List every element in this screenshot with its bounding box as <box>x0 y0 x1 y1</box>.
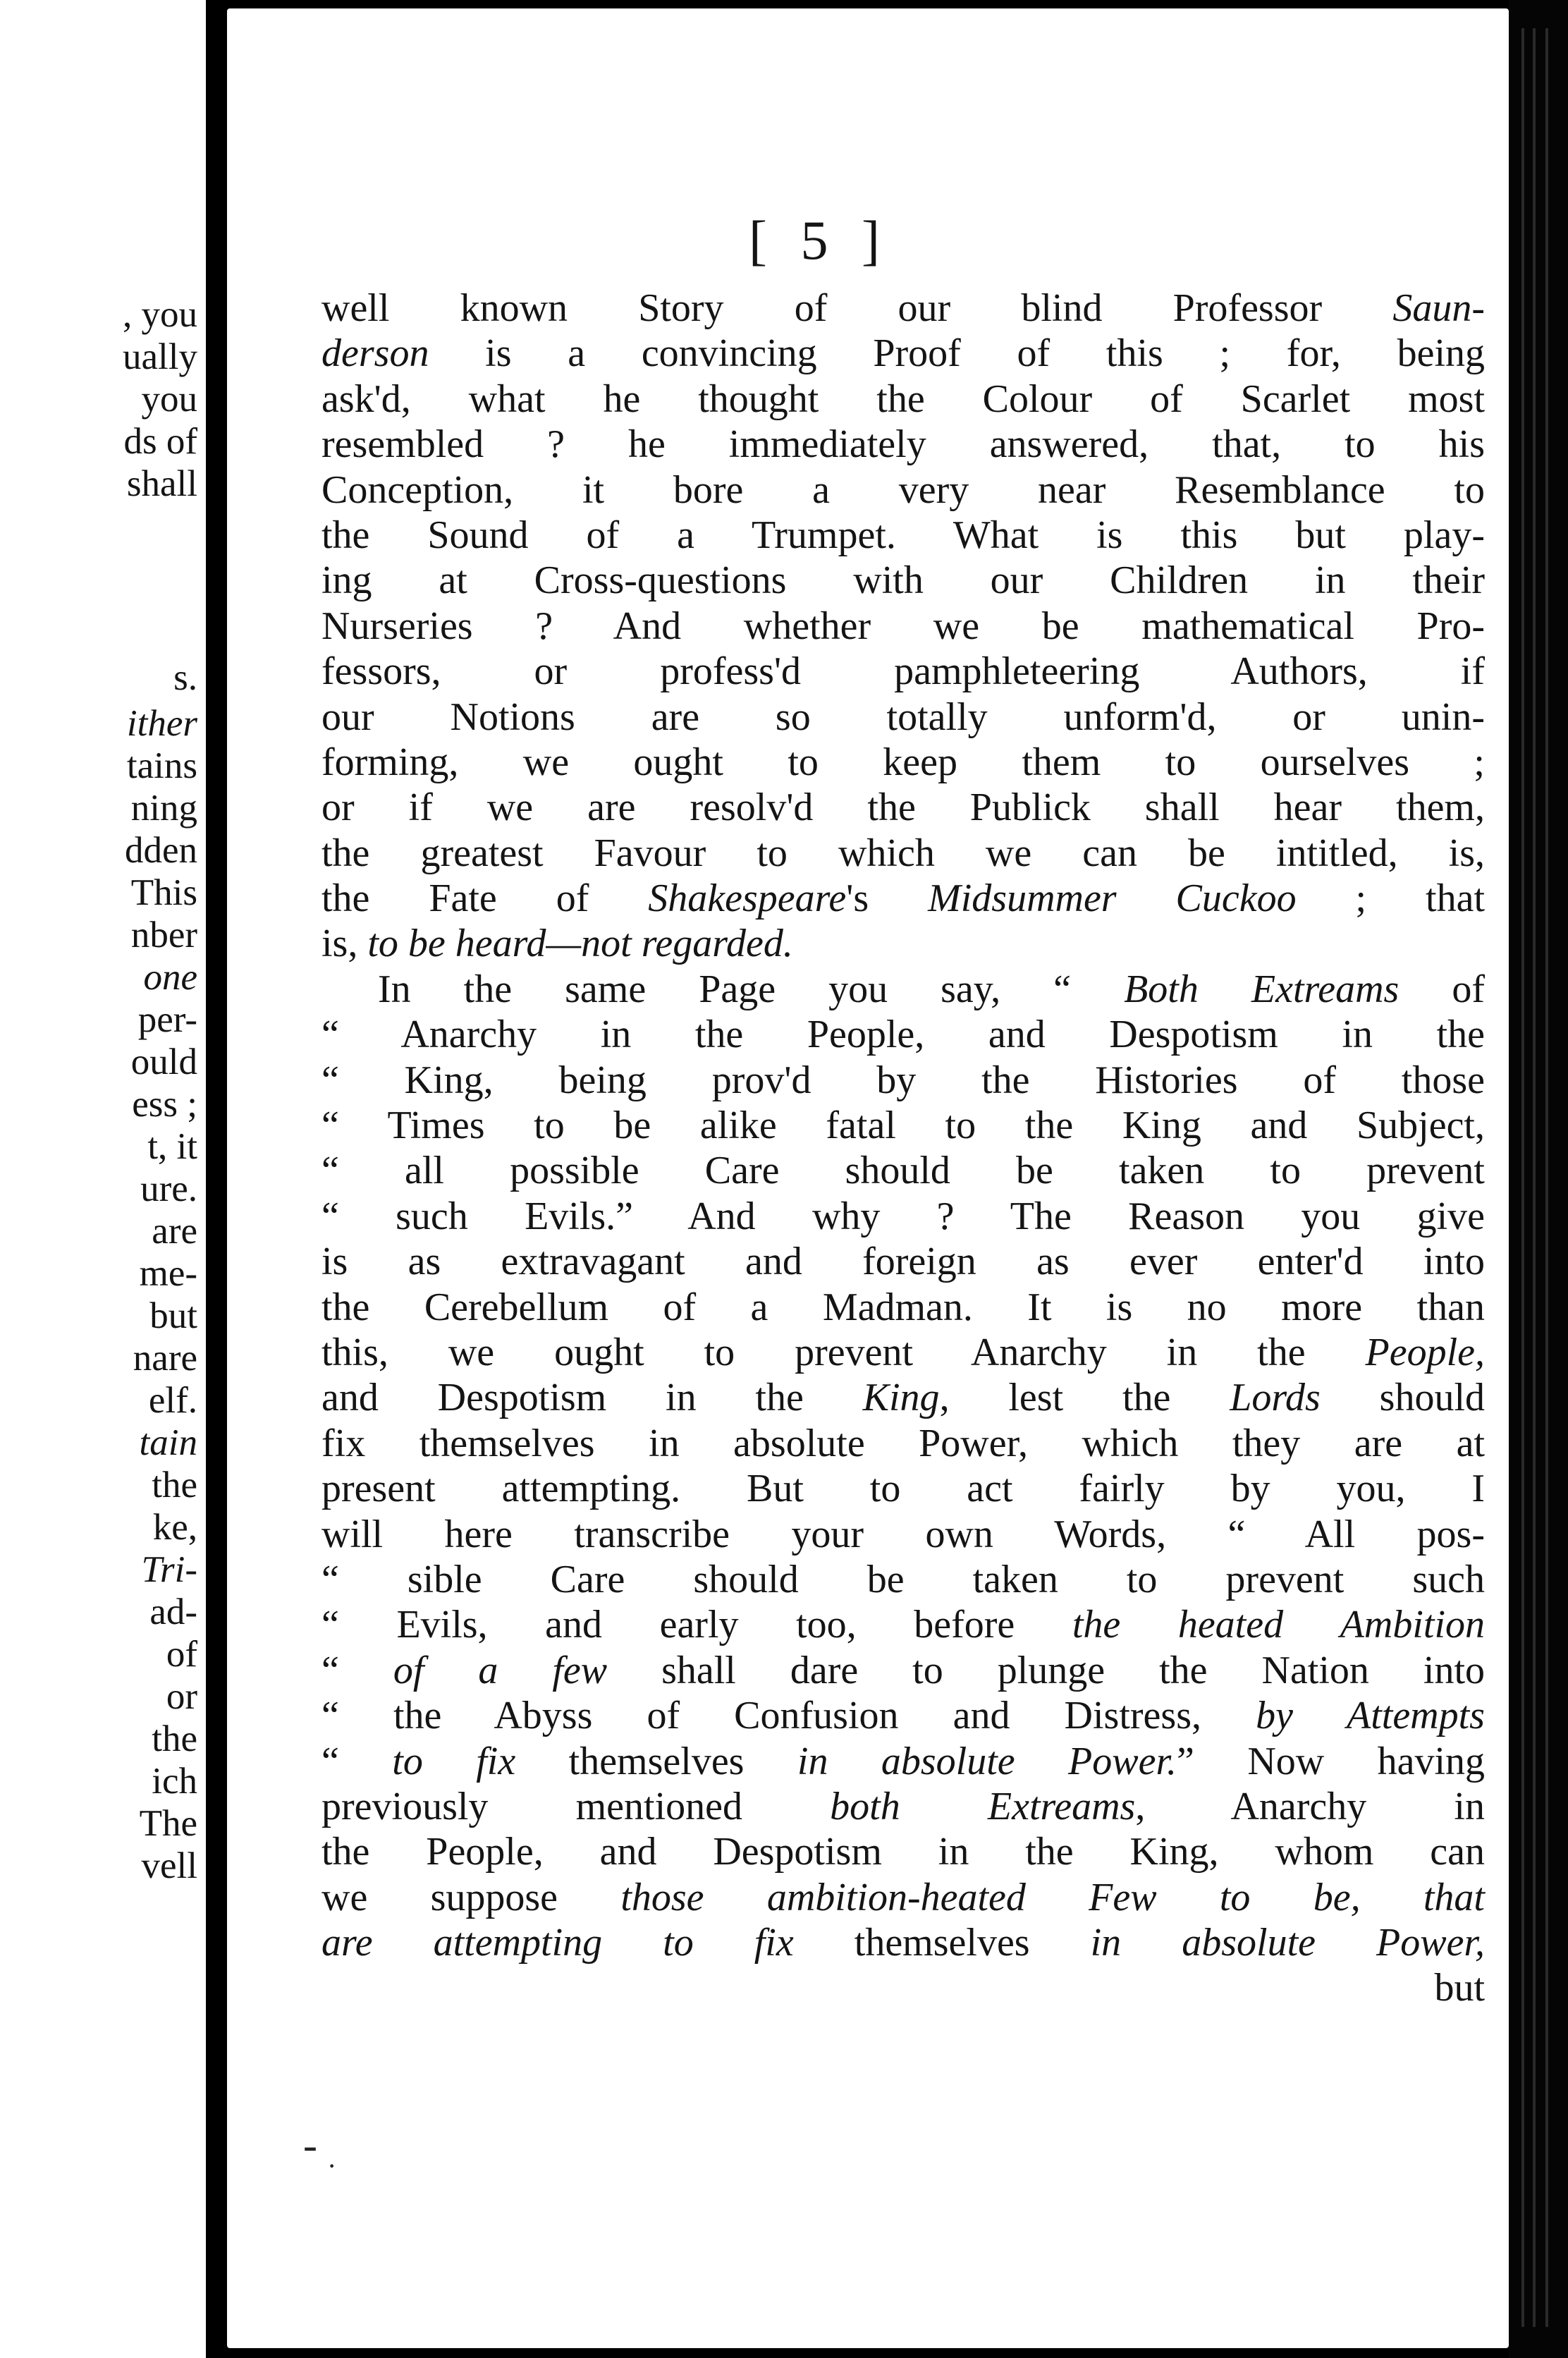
italic-text: both Extreams <box>830 1784 1136 1828</box>
text-segment: shall dare to plunge the Nation into <box>607 1648 1486 1692</box>
text-segment: “ <box>321 1739 393 1783</box>
text-segment: this, we ought to prevent Anarchy in the <box>321 1330 1366 1374</box>
left-page-fragment-text: tain <box>139 1422 197 1463</box>
text-line <box>321 1829 1485 1874</box>
text-segment: and Despotism in the <box>321 1376 863 1420</box>
text-segment: our Notions are so totally unform'd, or unin- <box>321 695 1485 739</box>
text-segment: “ all possible Care should be taken to prevent <box>321 1149 1485 1193</box>
text-segment: forming, we ought to keep them to ourselves ; <box>321 740 1485 784</box>
text-segment: previously mentioned <box>321 1784 831 1828</box>
text-line <box>321 1012 1485 1057</box>
stray-dot: · <box>327 2150 337 2182</box>
stray-mark: - <box>303 2122 317 2168</box>
text-segment: fix themselves in absolute Power, which they are at <box>321 1421 1485 1465</box>
text-line <box>321 422 1485 467</box>
page <box>227 8 1509 2348</box>
left-page-fragment-text: ds of <box>123 421 197 462</box>
left-page-fragment-text: ither <box>126 703 197 744</box>
book-gutter <box>206 0 227 2358</box>
text-line <box>321 1239 1485 1284</box>
text-segment: Nurseries ? And whether we be mathematical Pro- <box>321 604 1485 648</box>
italic-text: Shakespeare <box>648 876 847 921</box>
text-segment: the greatest Favour to which we can be intitled, is, <box>321 831 1485 875</box>
text-segment: fessors, or profess'd pamphleteering Authors, if <box>321 649 1485 694</box>
text-line <box>321 377 1485 422</box>
page-number: [ 5 ] <box>749 209 890 271</box>
body-text <box>321 286 1485 2011</box>
text-segment: , Anarchy in <box>1135 1784 1485 1828</box>
left-page-fragment-text: ad- <box>149 1592 197 1632</box>
text-segment: “ King, being prov'd by the Histories of those <box>321 1058 1485 1102</box>
italic-text: to fix <box>392 1739 516 1783</box>
text-segment: “ such Evils.” And why ? The Reason you give <box>321 1194 1485 1238</box>
text-segment: is a convincing Proof of this ; for, being <box>429 331 1485 376</box>
italic-text: Lords <box>1230 1376 1321 1420</box>
left-page-fragment-text: ure. <box>140 1168 197 1209</box>
text-line <box>321 876 1485 921</box>
italic-text: the heated Ambition <box>1072 1603 1485 1647</box>
left-page-fragment-text: nare <box>133 1338 197 1379</box>
text-segment: well known Story of our blind Professor <box>321 286 1393 330</box>
text-segment: ; that <box>1296 876 1485 921</box>
text-line <box>321 831 1485 876</box>
text-line <box>321 513 1485 558</box>
left-page-fragment-text: This <box>130 872 197 913</box>
text-line <box>321 1375 1485 1420</box>
left-page-fragment-text: of <box>166 1634 197 1675</box>
text-segment: but <box>1434 1966 1485 2010</box>
left-page-fragment-text: t, it <box>147 1126 197 1167</box>
left-page-fragment-text: The <box>139 1803 197 1844</box>
italic-text: to be heard—not regarded. <box>367 922 793 966</box>
text-segment: or if we are resolv'd the Publick shall hear them, <box>321 786 1485 830</box>
text-segment: the People, and Despotism in the King, whom can <box>321 1830 1485 1874</box>
text-line <box>321 921 1485 966</box>
italic-text: Midsummer Cuckoo <box>928 876 1297 921</box>
left-page-fragment-text: one <box>143 957 197 998</box>
text-segment: the Cerebellum of a Madman. It is no more than <box>321 1285 1485 1329</box>
left-page-fragment-text: tains <box>126 745 197 786</box>
text-line <box>321 1784 1485 1829</box>
text-segment: is, <box>321 922 368 966</box>
text-segment: should <box>1320 1376 1486 1420</box>
left-page-fragment-text: or <box>166 1676 197 1717</box>
text-line <box>321 1875 1485 1920</box>
text-line <box>321 1557 1485 1602</box>
text-line <box>321 740 1485 785</box>
text-line <box>321 785 1485 830</box>
text-line <box>321 604 1485 649</box>
text-line <box>321 1920 1485 1965</box>
left-page-fragment-text: , you <box>123 294 197 335</box>
text-line <box>321 558 1485 603</box>
left-page-fragment-text: nber <box>130 915 197 955</box>
text-line <box>321 286 1485 331</box>
left-page-fragment <box>0 0 206 2358</box>
left-page-fragment-text: me- <box>139 1253 197 1294</box>
left-page-fragment-text: ess ; <box>132 1084 197 1125</box>
italic-text: in absolute Power, <box>1090 1921 1486 1965</box>
italic-text: by Attempts <box>1256 1694 1485 1738</box>
left-page-fragment-text: ich <box>152 1761 197 1802</box>
text-segment: “ sible Care should be taken to prevent such <box>321 1557 1485 1601</box>
page-edge-line <box>1545 28 1548 2327</box>
book-edge <box>1509 0 1568 2358</box>
italic-text: Saun- <box>1392 286 1485 330</box>
left-page-fragment-text: shall <box>126 463 197 504</box>
italic-text: King <box>862 1376 940 1420</box>
italic-text: in absolute Power. <box>797 1739 1177 1783</box>
text-line <box>321 1739 1485 1784</box>
left-page-fragment-text: ke, <box>152 1507 197 1548</box>
text-segment: “ Times to be alike fatal to the King and Subject, <box>321 1104 1485 1148</box>
text-line <box>321 1965 1485 2010</box>
left-page-fragment-text: but <box>149 1295 197 1336</box>
text-line <box>321 1330 1485 1375</box>
left-page-fragment-text: Tri- <box>141 1549 197 1590</box>
text-segment: the Sound of a Trumpet. What is this but play- <box>321 513 1485 557</box>
left-page-fragment-text: ually <box>123 336 197 377</box>
page-edge-line <box>1533 28 1536 2327</box>
text-segment: , lest the <box>939 1376 1230 1420</box>
italic-text: derson <box>321 331 429 376</box>
text-line <box>321 1103 1485 1148</box>
text-line <box>321 331 1485 376</box>
text-line <box>321 695 1485 740</box>
text-line <box>321 967 1485 1012</box>
text-line <box>321 1693 1485 1738</box>
italic-text: People, <box>1365 1330 1485 1374</box>
left-page-fragment-text: you <box>141 379 197 420</box>
text-segment: 's <box>846 876 929 921</box>
italic-text: of a few <box>393 1648 608 1692</box>
left-page-fragment-text: elf. <box>148 1380 197 1421</box>
left-page-fragment-text: vell <box>141 1845 197 1886</box>
left-page-fragment-text: ning <box>130 788 197 829</box>
text-line <box>321 1602 1485 1647</box>
left-page-fragment-text: the <box>152 1718 197 1759</box>
text-segment: “ Anarchy in the People, and Despotism in the <box>321 1013 1485 1057</box>
text-segment: themselves <box>515 1739 797 1783</box>
text-segment: resembled ? he immediately answered, that, to his <box>321 422 1485 467</box>
text-line <box>321 1148 1485 1193</box>
left-page-fragment-text: s. <box>173 657 197 698</box>
italic-text: those ambition-heated Few to be, that <box>620 1875 1485 1919</box>
text-segment: Conception, it bore a very near Resemblance to <box>321 468 1485 512</box>
text-segment: In the same Page you say, “ <box>378 967 1125 1011</box>
left-page-fragment-text: the <box>152 1465 197 1505</box>
text-line <box>321 1466 1485 1511</box>
text-line <box>321 1058 1485 1103</box>
text-segment: “ the Abyss of Confusion and Distress, <box>321 1694 1256 1738</box>
italic-text: are attempting to fix <box>321 1921 794 1965</box>
text-segment: “ <box>321 1648 393 1692</box>
text-line <box>321 1648 1485 1693</box>
left-page-fragment-text: ould <box>130 1041 197 1082</box>
left-page-fragment-text: dden <box>124 830 197 871</box>
text-segment: we suppose <box>321 1875 621 1919</box>
italic-text: Both Extreams <box>1124 967 1399 1011</box>
text-line <box>321 1194 1485 1239</box>
text-segment: the Fate of <box>321 876 649 921</box>
text-segment: is as extravagant and foreign as ever enter'd into <box>321 1240 1485 1284</box>
text-segment: “ Evils, and early too, before <box>321 1603 1072 1647</box>
text-line <box>321 1421 1485 1466</box>
text-segment: ask'd, what he thought the Colour of Scarlet most <box>321 377 1485 421</box>
left-page-fragment-text: are <box>152 1211 197 1252</box>
text-segment: present attempting. But to act fairly by you, I <box>321 1467 1485 1511</box>
text-line <box>321 468 1485 513</box>
text-line <box>321 1512 1485 1557</box>
text-segment: ing at Cross-questions with our Children in their <box>321 558 1485 603</box>
text-segment: of <box>1399 967 1485 1011</box>
text-segment: themselves <box>793 1921 1091 1965</box>
text-line <box>321 1285 1485 1330</box>
page-edge-line <box>1521 28 1524 2327</box>
text-line <box>321 649 1485 694</box>
left-page-fragment-text: per- <box>137 999 197 1040</box>
text-segment: ” Now having <box>1177 1739 1486 1783</box>
text-segment: will here transcribe your own Words, “ All pos- <box>321 1512 1485 1556</box>
